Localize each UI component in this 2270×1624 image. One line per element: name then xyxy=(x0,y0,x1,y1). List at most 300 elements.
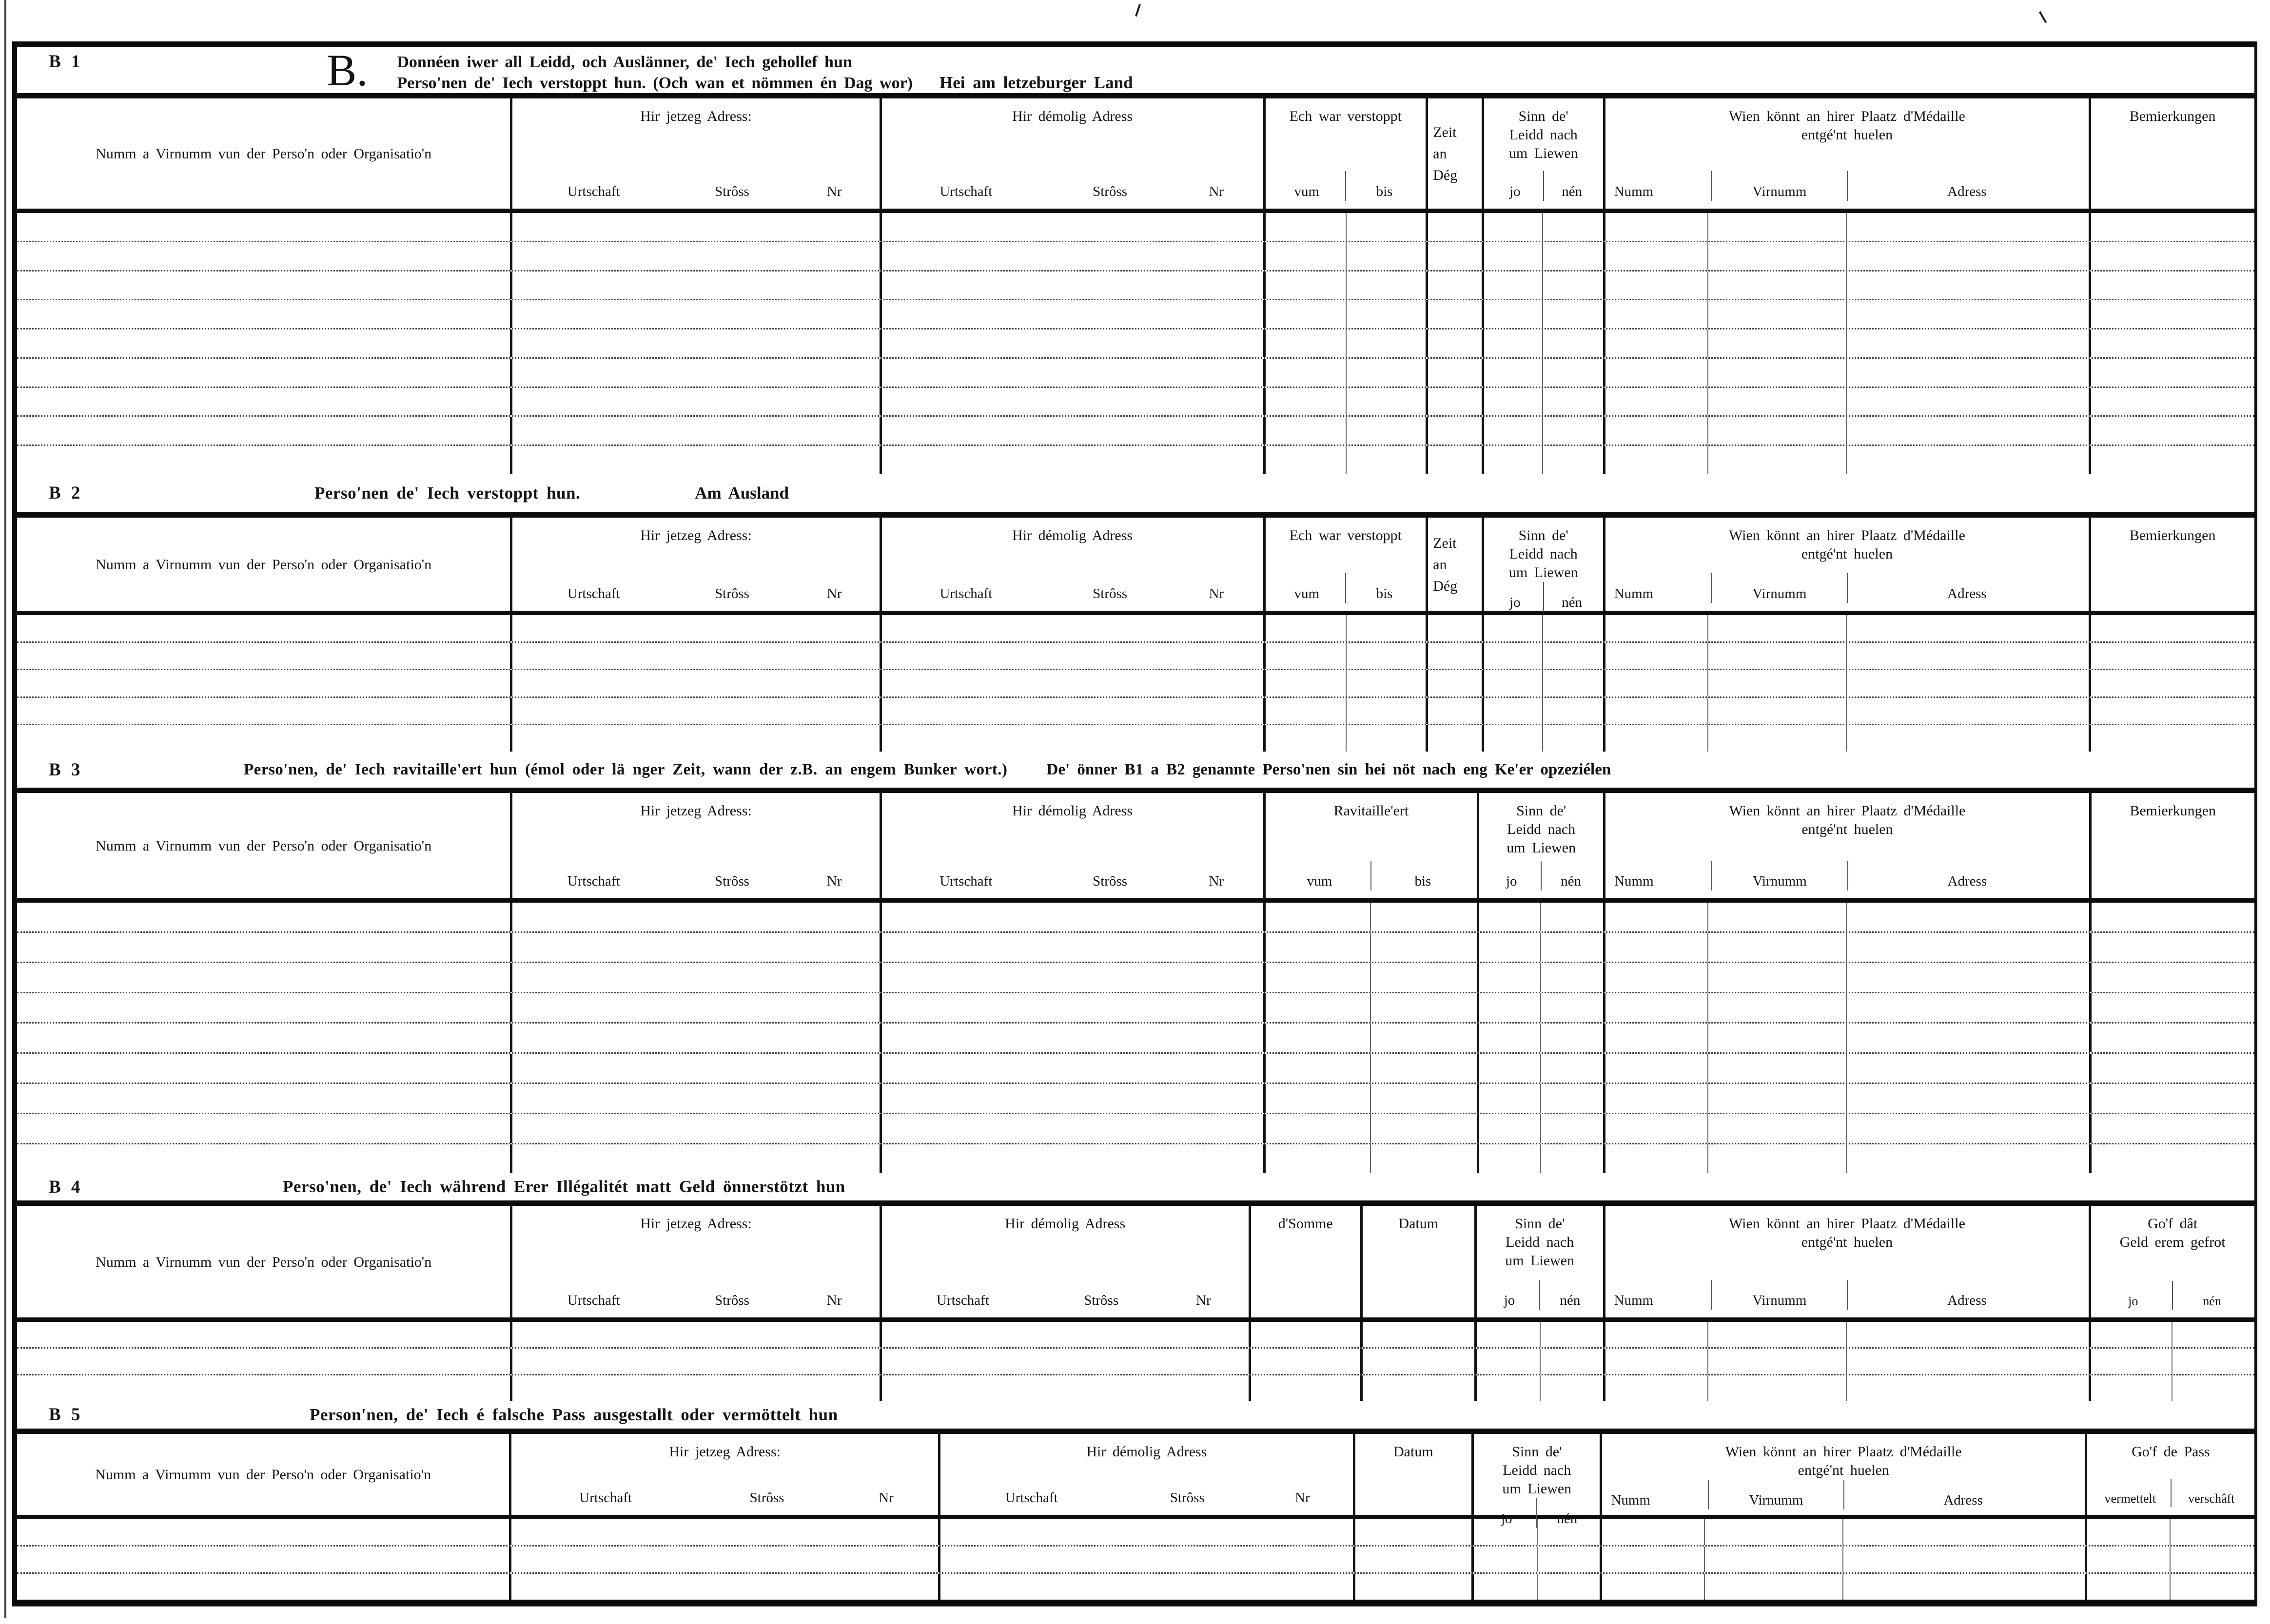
b1-title-line1: Donnéen iwer all Leidd, och Auslänner, de' Iech gehollef hun xyxy=(397,53,852,71)
current-address-cell xyxy=(510,1114,879,1143)
current-address-cell xyxy=(510,1054,879,1083)
virnumm-label: Virnumm xyxy=(1711,861,1847,890)
medal-firstname-cell xyxy=(1707,1322,1846,1347)
adress-label: Adress xyxy=(1847,1280,2086,1310)
jo-label: jo xyxy=(2128,1294,2138,1308)
alive-line1: Sinn de' xyxy=(1512,1444,1562,1460)
date-cell xyxy=(1360,1349,1474,1374)
table-row xyxy=(17,615,2254,643)
virnumm-label: Virnumm xyxy=(1708,1480,1844,1509)
medal-firstname-cell xyxy=(1707,903,1846,931)
medal-firstname-cell xyxy=(1707,933,1846,962)
from-cell xyxy=(1263,300,1346,328)
medal-name-cell xyxy=(1603,963,1707,992)
col-alive-header xyxy=(1482,98,1603,209)
current-address-cell xyxy=(510,903,879,931)
address-subheader xyxy=(885,586,1260,603)
alive-yes-cell xyxy=(1477,1144,1540,1173)
medal-firstname-cell xyxy=(1704,1547,1842,1572)
address-subheader xyxy=(943,1490,1350,1507)
former-address-cell xyxy=(880,1349,1249,1374)
remarks-cell xyxy=(2089,242,2254,270)
medal-address-cell xyxy=(1846,1144,2089,1173)
urtschaft-label: Urtschaft xyxy=(567,873,620,889)
alive-subheader xyxy=(1487,171,1600,201)
medal-name-cell xyxy=(1603,670,1707,696)
current-address-cell xyxy=(510,359,879,387)
current-address-cell xyxy=(510,417,879,445)
medal-subheader xyxy=(1608,1280,2086,1310)
b4-title: Perso'nen, de' Iech während Erer Illégalitét matt Geld önnerstötzt hun xyxy=(283,1177,845,1196)
to-cell xyxy=(1370,1024,1477,1052)
medal-name-cell xyxy=(1603,725,1707,752)
date-cell xyxy=(1353,1574,1472,1600)
alive-label xyxy=(1487,526,1600,582)
pass-provided-cell xyxy=(2170,1574,2254,1600)
nen-label: nén xyxy=(1536,1498,1597,1528)
section-b-big-letter: B. xyxy=(327,45,368,95)
alive-label xyxy=(1477,1443,1597,1498)
table-row xyxy=(17,1519,2254,1547)
period-subheader xyxy=(1269,861,1474,890)
refund-yes-cell xyxy=(2089,1375,2171,1401)
stross-label: Strôss xyxy=(1170,1490,1205,1506)
alive-yes-cell xyxy=(1477,1084,1540,1113)
urtschaft-label: Urtschaft xyxy=(939,873,993,889)
medal-address-cell xyxy=(1846,670,2089,696)
remarks-cell xyxy=(2089,388,2254,416)
address-subheader xyxy=(515,1293,876,1310)
col-hidden-period-header xyxy=(1263,98,1426,209)
col-former-address-header xyxy=(880,98,1263,209)
form-b-sheet xyxy=(12,41,2257,1606)
numm-label: Numm xyxy=(1614,184,1654,199)
numm-label: Numm xyxy=(1611,1492,1651,1508)
col-pass-header xyxy=(2085,1434,2254,1515)
alive-no-cell xyxy=(1542,388,1603,416)
former-address-cell xyxy=(880,963,1263,992)
medal-firstname-cell xyxy=(1707,725,1846,752)
to-cell xyxy=(1346,725,1426,752)
from-cell xyxy=(1263,903,1370,931)
alive-line2: Leidd nach xyxy=(1509,127,1578,143)
nr-label: Nr xyxy=(1209,586,1224,601)
duration-cell xyxy=(1426,213,1482,241)
former-address-cell xyxy=(938,1574,1352,1600)
medal-line1: Wien könnt an hirer Plaatz d'Médaille xyxy=(1725,1444,1962,1460)
former-address-cell xyxy=(880,242,1263,270)
current-address-cell xyxy=(510,670,879,696)
medal-firstname-cell xyxy=(1707,615,1846,641)
section-b3-titlebar xyxy=(17,752,2254,793)
name-cell xyxy=(17,242,510,270)
adress-label: Adress xyxy=(1847,171,2086,201)
to-cell xyxy=(1370,903,1477,931)
bis-label: bis xyxy=(1345,573,1423,603)
somme-label: d'Somme xyxy=(1278,1216,1333,1232)
date-cell xyxy=(1360,1375,1474,1401)
former-address-cell xyxy=(880,643,1263,669)
remarks-cell xyxy=(2089,1024,2254,1052)
former-address-cell xyxy=(880,417,1263,445)
medal-name-cell xyxy=(1603,242,1707,270)
duration-cell xyxy=(1426,446,1482,474)
alive-line2: Leidd nach xyxy=(1507,821,1576,837)
former-address-cell xyxy=(880,271,1263,299)
nen-label: nén xyxy=(1543,171,1600,201)
b2-table-header xyxy=(17,518,2254,615)
section-b5-titlebar xyxy=(17,1401,2254,1434)
table-row xyxy=(17,725,2254,752)
b4-table-body xyxy=(17,1322,2254,1401)
medal-name-cell xyxy=(1603,1114,1707,1143)
stross-label: Strôss xyxy=(715,184,749,199)
medal-name-cell xyxy=(1603,1084,1707,1113)
virnumm-label: Virnumm xyxy=(1711,171,1847,201)
section-b4-titlebar xyxy=(17,1173,2254,1206)
nen-label: nén xyxy=(1539,1280,1600,1310)
to-cell xyxy=(1370,993,1477,1022)
medal-name-cell xyxy=(1603,698,1707,724)
medal-line2: entgé'nt huelen xyxy=(1801,1234,1893,1250)
medal-firstname-cell xyxy=(1707,329,1846,357)
medal-firstname-cell xyxy=(1707,1349,1846,1374)
col-remarks-header xyxy=(2089,518,2254,611)
alive-line3: um Liewen xyxy=(1505,1253,1575,1269)
alive-yes-cell xyxy=(1482,388,1542,416)
former-address-label: Hir démolig Adress xyxy=(1012,527,1133,543)
period-subheader xyxy=(1269,171,1423,201)
stross-label: Strôss xyxy=(1093,873,1128,889)
current-address-cell xyxy=(510,1322,879,1347)
medal-firstname-cell xyxy=(1707,388,1846,416)
medal-firstname-cell xyxy=(1707,698,1846,724)
name-cell xyxy=(17,1114,510,1143)
name-cell xyxy=(17,1054,510,1083)
former-address-cell xyxy=(880,300,1263,328)
to-cell xyxy=(1346,417,1426,445)
former-address-cell xyxy=(880,1144,1263,1173)
stross-label: Strôss xyxy=(1084,1293,1119,1308)
medal-subheader xyxy=(1608,573,2086,603)
from-cell xyxy=(1263,1054,1370,1083)
alive-subheader xyxy=(1482,861,1600,890)
alive-yes-cell xyxy=(1477,963,1540,992)
pass-arranged-cell xyxy=(2085,1547,2170,1572)
table-row xyxy=(17,1054,2254,1084)
duration-cell xyxy=(1426,388,1482,416)
medal-subheader xyxy=(1608,861,2086,890)
name-cell xyxy=(17,1322,510,1347)
table-row xyxy=(17,213,2254,242)
name-cell xyxy=(17,300,510,328)
current-address-label: Hir jetzeg Adress: xyxy=(640,527,752,543)
col-name-header xyxy=(17,1206,510,1317)
medal-name-cell xyxy=(1603,359,1707,387)
table-row xyxy=(17,242,2254,271)
jo-label: jo xyxy=(1509,595,1521,610)
name-cell xyxy=(17,698,510,724)
medal-address-cell xyxy=(1846,698,2089,724)
to-cell xyxy=(1346,329,1426,357)
col-alive-header xyxy=(1482,518,1603,611)
former-address-cell xyxy=(880,903,1263,931)
virnumm-label: Virnumm xyxy=(1711,1280,1847,1310)
medal-name-cell xyxy=(1603,271,1707,299)
from-cell xyxy=(1263,213,1346,241)
col-name-header xyxy=(17,1434,509,1515)
medal-address-cell xyxy=(1846,242,2089,270)
section-b4-label: B 4 xyxy=(49,1177,83,1197)
verschaft-label: verschâft xyxy=(2171,1479,2252,1507)
date-cell xyxy=(1353,1547,1472,1572)
remarks-cell xyxy=(2089,963,2254,992)
alive-label xyxy=(1487,107,1600,163)
medal-firstname-cell xyxy=(1704,1574,1842,1600)
name-cell xyxy=(17,1519,509,1545)
datum-label: Datum xyxy=(1393,1444,1433,1460)
numm-label: Numm xyxy=(1614,873,1654,889)
to-cell xyxy=(1346,698,1426,724)
current-address-cell xyxy=(510,329,879,357)
from-cell xyxy=(1263,643,1346,669)
alive-no-cell xyxy=(1542,329,1603,357)
medal-firstname-cell xyxy=(1707,963,1846,992)
medal-firstname-cell xyxy=(1707,670,1846,696)
to-cell xyxy=(1346,242,1426,270)
urtschaft-label: Urtschaft xyxy=(1005,1490,1058,1506)
to-cell xyxy=(1370,963,1477,992)
medal-line2: entgé'nt huelen xyxy=(1801,127,1893,143)
medal-name-cell xyxy=(1603,643,1707,669)
medal-name-cell xyxy=(1603,993,1707,1022)
medal-line1: Wien könnt an hirer Plaatz d'Médaille xyxy=(1729,1216,1965,1232)
name-cell xyxy=(17,993,510,1022)
medal-line2: entgé'nt huelen xyxy=(1798,1462,1889,1478)
alive-line3: um Liewen xyxy=(1508,145,1578,161)
address-subheader xyxy=(885,1293,1246,1310)
table-row xyxy=(17,1322,2254,1349)
adress-label: Adress xyxy=(1847,573,2086,603)
alive-label xyxy=(1480,1215,1600,1270)
b1-title-line2 xyxy=(397,73,1133,94)
alive-no-cell xyxy=(1540,903,1603,931)
remarks-cell xyxy=(2089,643,2254,669)
from-cell xyxy=(1263,417,1346,445)
col-duration-header xyxy=(1426,518,1482,611)
alive-yes-cell xyxy=(1482,670,1542,696)
duration-cell xyxy=(1426,725,1482,752)
medal-firstname-cell xyxy=(1707,1375,1846,1401)
medal-firstname-cell xyxy=(1707,643,1846,669)
alive-yes-cell xyxy=(1474,1322,1540,1347)
pass-provided-cell xyxy=(2170,1547,2254,1572)
alive-line2: Leidd nach xyxy=(1506,1234,1574,1250)
address-subheader xyxy=(515,586,876,603)
col-amount-header xyxy=(1249,1206,1360,1317)
alive-yes-cell xyxy=(1477,1054,1540,1083)
col-current-address-header xyxy=(509,1434,938,1515)
alive-no-cell xyxy=(1540,1024,1603,1052)
col-alive-header xyxy=(1471,1434,1600,1527)
medal-address-cell xyxy=(1846,1114,2089,1143)
alive-line2: Leidd nach xyxy=(1509,546,1578,562)
remarks-cell xyxy=(2089,615,2254,641)
nr-label: Nr xyxy=(826,586,842,601)
alive-no-cell xyxy=(1540,1054,1603,1083)
medal-name-cell xyxy=(1603,300,1707,328)
alive-no-cell xyxy=(1537,1547,1600,1572)
remarks-cell xyxy=(2089,698,2254,724)
amount-cell xyxy=(1249,1375,1360,1401)
stross-label: Strôss xyxy=(715,586,749,601)
b3-table-body xyxy=(17,903,2254,1173)
section-b2-label: B 2 xyxy=(49,483,83,503)
medal-label xyxy=(1605,1443,2082,1480)
alive-no-cell xyxy=(1542,417,1603,445)
alive-yes-cell xyxy=(1482,698,1542,724)
stross-label: Strôss xyxy=(1093,586,1128,601)
duration-cell xyxy=(1426,271,1482,299)
amount-cell xyxy=(1249,1322,1360,1347)
urtschaft-label: Urtschaft xyxy=(567,184,620,199)
refund-line1: Go'f dât xyxy=(2148,1216,2198,1232)
medal-name-cell xyxy=(1600,1547,1704,1572)
former-address-cell xyxy=(880,615,1263,641)
alive-yes-cell xyxy=(1482,643,1542,669)
bemierkungen-label: Bemierkungen xyxy=(2129,108,2216,124)
name-cell xyxy=(17,1375,510,1401)
table-row xyxy=(17,903,2254,933)
col-former-address-header xyxy=(938,1434,1352,1515)
former-address-cell xyxy=(880,1024,1263,1052)
current-address-cell xyxy=(510,300,879,328)
medal-address-cell xyxy=(1846,213,2089,241)
b5-table-header xyxy=(17,1434,2254,1527)
current-address-cell xyxy=(510,213,879,241)
vermettelt-label: vermettelt xyxy=(2104,1491,2156,1506)
address-subheader xyxy=(514,1490,935,1507)
stross-label: Strôss xyxy=(749,1490,784,1506)
jo-label: jo xyxy=(1506,873,1517,889)
medal-name-cell xyxy=(1603,1322,1707,1347)
jo-label: jo xyxy=(1504,1293,1515,1308)
urtschaft-label: Urtschaft xyxy=(579,1490,632,1506)
col-date-header xyxy=(1360,1206,1474,1317)
table-row xyxy=(17,329,2254,359)
remarks-cell xyxy=(2089,933,2254,962)
nr-label: Nr xyxy=(826,1293,842,1308)
b3-title-emphasis: De' önner B1 a B2 genannte Perso'nen sin hei nöt nach eng Ke'er opzeziélen xyxy=(1046,760,1611,778)
duration-cell xyxy=(1426,643,1482,669)
medal-address-cell xyxy=(1846,300,2089,328)
remarks-cell xyxy=(2089,300,2254,328)
current-address-cell xyxy=(510,725,879,752)
alive-line3: um Liewen xyxy=(1507,840,1576,856)
scan-edge-artifact xyxy=(4,0,6,1618)
zeit-line1: Zeit xyxy=(1433,124,1457,140)
b1-title-line2-text: Perso'nen de' Iech verstoppt hun. (Och wan et nömmen én Dag wor) xyxy=(397,74,913,92)
alive-no-cell xyxy=(1542,271,1603,299)
to-cell xyxy=(1346,213,1426,241)
alive-yes-cell xyxy=(1482,213,1542,241)
bis-label: bis xyxy=(1345,171,1423,201)
former-address-cell xyxy=(880,446,1263,474)
col-supplied-period-header xyxy=(1263,793,1477,898)
b1-title-emphasis: Hei am letzeburger Land xyxy=(939,73,1133,92)
b5-title: Person'nen, de' Iech é falsche Pass ausgestallt oder vermöttelt hun xyxy=(310,1405,838,1424)
zeit-line3: Dég xyxy=(1433,167,1458,183)
duration-cell xyxy=(1426,698,1482,724)
nr-label: Nr xyxy=(1196,1293,1211,1308)
urtschaft-label: Urtschaft xyxy=(939,586,993,601)
duration-cell xyxy=(1426,242,1482,270)
medal-name-cell xyxy=(1603,615,1707,641)
table-row xyxy=(17,698,2254,726)
former-address-cell xyxy=(880,388,1263,416)
alive-line1: Sinn de' xyxy=(1518,527,1568,543)
remarks-cell xyxy=(2089,670,2254,696)
current-address-cell xyxy=(510,1024,879,1052)
alive-yes-cell xyxy=(1482,271,1542,299)
current-address-cell xyxy=(510,698,879,724)
current-address-label: Hir jetzeg Adress: xyxy=(640,108,752,124)
medal-name-cell xyxy=(1603,1349,1707,1374)
pass-arranged-cell xyxy=(2085,1519,2170,1545)
medal-address-cell xyxy=(1846,1322,2089,1347)
alive-yes-cell xyxy=(1482,725,1542,752)
alive-yes-cell xyxy=(1474,1375,1540,1401)
col-medal-header xyxy=(1603,98,2089,209)
alive-yes-cell xyxy=(1482,615,1542,641)
alive-no-cell xyxy=(1542,643,1603,669)
alive-line3: um Liewen xyxy=(1508,564,1578,580)
bis-label: bis xyxy=(1370,861,1474,890)
to-cell xyxy=(1370,1144,1477,1173)
b1-table-header xyxy=(17,98,2254,213)
current-address-label: Hir jetzeg Adress: xyxy=(640,1216,752,1232)
col-date-header xyxy=(1353,1434,1472,1515)
duration-cell xyxy=(1426,359,1482,387)
medal-firstname-cell xyxy=(1707,1144,1846,1173)
medal-label xyxy=(1608,107,2086,144)
from-cell xyxy=(1263,615,1346,641)
current-address-cell xyxy=(510,615,879,641)
table-row xyxy=(17,1114,2254,1144)
current-address-cell xyxy=(509,1519,938,1545)
adress-label: Adress xyxy=(1843,1480,2082,1509)
medal-address-cell xyxy=(1846,446,2089,474)
former-address-cell xyxy=(880,933,1263,962)
col-medal-header xyxy=(1603,1206,2089,1317)
current-address-cell xyxy=(510,933,879,962)
name-cell xyxy=(17,388,510,416)
date-cell xyxy=(1353,1519,1472,1545)
alive-yes-cell xyxy=(1477,993,1540,1022)
table-row xyxy=(17,1574,2254,1600)
alive-no-cell xyxy=(1542,698,1603,724)
alive-line1: Sinn de' xyxy=(1518,108,1568,124)
medal-firstname-cell xyxy=(1707,300,1846,328)
refund-yes-cell xyxy=(2089,1322,2171,1347)
former-address-cell xyxy=(880,725,1263,752)
col-name-label: Numm a Virnumm vun der Perso'n oder Organisatio'n xyxy=(96,556,432,573)
section-b1-label: B 1 xyxy=(49,52,83,72)
from-cell xyxy=(1263,446,1346,474)
col-medal-header xyxy=(1603,518,2089,611)
alive-no-cell xyxy=(1542,242,1603,270)
stross-label: Strôss xyxy=(1093,184,1128,199)
